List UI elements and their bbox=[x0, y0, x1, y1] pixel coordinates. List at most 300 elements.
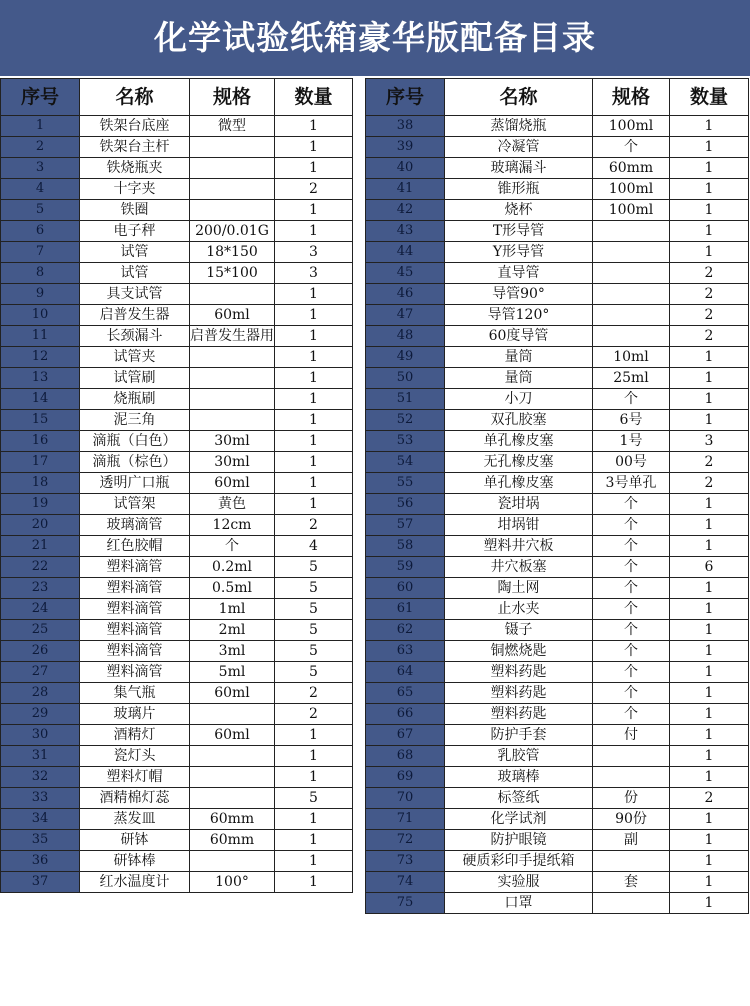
table-row bbox=[1, 221, 353, 242]
cell-qty: 1 bbox=[670, 872, 749, 893]
cell-qty: 5 bbox=[275, 557, 353, 578]
table-row bbox=[366, 116, 749, 137]
cell-qty: 2 bbox=[670, 263, 749, 284]
cell-qty: 1 bbox=[670, 221, 749, 242]
cell-spec: 启普发生器用 bbox=[190, 326, 275, 347]
cell-name: 瓷灯头 bbox=[80, 746, 190, 767]
cell-name: 蒸馏烧瓶 bbox=[445, 116, 593, 137]
table-row bbox=[1, 326, 353, 347]
cell-name: 塑料药匙 bbox=[445, 704, 593, 725]
cell-qty: 1 bbox=[670, 851, 749, 872]
table-row bbox=[1, 494, 353, 515]
table-row bbox=[366, 515, 749, 536]
cell-name: 导管90° bbox=[445, 284, 593, 305]
cell-qty: 1 bbox=[670, 599, 749, 620]
cell-index: 13 bbox=[1, 368, 80, 389]
header-index: 序号 bbox=[366, 79, 445, 116]
cell-spec: 18*150 bbox=[190, 242, 275, 263]
table-row bbox=[366, 704, 749, 725]
cell-spec: 30ml bbox=[190, 452, 275, 473]
cell-index: 22 bbox=[1, 557, 80, 578]
cell-spec: 100ml bbox=[593, 116, 670, 137]
cell-spec: 60mm bbox=[190, 809, 275, 830]
cell-name: 烧瓶刷 bbox=[80, 389, 190, 410]
table-row bbox=[366, 872, 749, 893]
table-header-row bbox=[1, 79, 353, 116]
cell-name: 无孔橡皮塞 bbox=[445, 452, 593, 473]
cell-name: 硬质彩印手提纸箱 bbox=[445, 851, 593, 872]
cell-spec bbox=[190, 788, 275, 809]
cell-spec: 个 bbox=[190, 536, 275, 557]
cell-index: 68 bbox=[366, 746, 445, 767]
cell-index: 1 bbox=[1, 116, 80, 137]
cell-name: 滴瓶（白色） bbox=[80, 431, 190, 452]
cell-spec: 30ml bbox=[190, 431, 275, 452]
cell-qty: 1 bbox=[275, 368, 353, 389]
table-row bbox=[1, 389, 353, 410]
cell-qty: 1 bbox=[670, 137, 749, 158]
cell-spec: 副 bbox=[593, 830, 670, 851]
cell-index: 43 bbox=[366, 221, 445, 242]
cell-spec: 个 bbox=[593, 704, 670, 725]
cell-name: 玻璃棒 bbox=[445, 767, 593, 788]
cell-spec bbox=[190, 704, 275, 725]
cell-qty: 3 bbox=[275, 242, 353, 263]
cell-qty: 1 bbox=[670, 641, 749, 662]
table-row bbox=[366, 641, 749, 662]
cell-spec bbox=[593, 746, 670, 767]
cell-spec bbox=[593, 284, 670, 305]
cell-index: 10 bbox=[1, 305, 80, 326]
cell-index: 26 bbox=[1, 641, 80, 662]
table-row bbox=[1, 431, 353, 452]
cell-qty: 1 bbox=[275, 410, 353, 431]
table-header-row bbox=[366, 79, 749, 116]
table-row bbox=[1, 683, 353, 704]
cell-qty: 1 bbox=[275, 116, 353, 137]
table-row bbox=[366, 536, 749, 557]
cell-name: 量筒 bbox=[445, 347, 593, 368]
cell-name: 瓷坩埚 bbox=[445, 494, 593, 515]
table-row bbox=[1, 179, 353, 200]
table-row bbox=[366, 494, 749, 515]
cell-index: 39 bbox=[366, 137, 445, 158]
cell-index: 34 bbox=[1, 809, 80, 830]
cell-spec: 份 bbox=[593, 788, 670, 809]
cell-index: 52 bbox=[366, 410, 445, 431]
cell-name: 玻璃漏斗 bbox=[445, 158, 593, 179]
cell-qty: 2 bbox=[670, 305, 749, 326]
cell-name: 坩埚钳 bbox=[445, 515, 593, 536]
cell-name: 十字夹 bbox=[80, 179, 190, 200]
cell-name: 试管 bbox=[80, 263, 190, 284]
cell-qty: 1 bbox=[275, 473, 353, 494]
table-row bbox=[1, 830, 353, 851]
cell-qty: 3 bbox=[275, 263, 353, 284]
cell-name: Y形导管 bbox=[445, 242, 593, 263]
cell-spec bbox=[190, 284, 275, 305]
cell-qty: 2 bbox=[670, 326, 749, 347]
table-row bbox=[366, 599, 749, 620]
cell-index: 40 bbox=[366, 158, 445, 179]
cell-qty: 1 bbox=[275, 284, 353, 305]
header-name: 名称 bbox=[445, 79, 593, 116]
cell-index: 28 bbox=[1, 683, 80, 704]
header-index: 序号 bbox=[1, 79, 80, 116]
cell-spec bbox=[593, 326, 670, 347]
cell-spec bbox=[593, 851, 670, 872]
cell-name: 铜燃烧匙 bbox=[445, 641, 593, 662]
cell-name: 泥三角 bbox=[80, 410, 190, 431]
cell-name: 塑料滴管 bbox=[80, 662, 190, 683]
cell-qty: 2 bbox=[275, 515, 353, 536]
cell-index: 24 bbox=[1, 599, 80, 620]
cell-qty: 5 bbox=[275, 662, 353, 683]
cell-name: 研钵 bbox=[80, 830, 190, 851]
table-row bbox=[366, 578, 749, 599]
cell-spec: 微型 bbox=[190, 116, 275, 137]
cell-spec: 60ml bbox=[190, 305, 275, 326]
cell-spec: 12cm bbox=[190, 515, 275, 536]
cell-index: 30 bbox=[1, 725, 80, 746]
cell-spec: 3号单孔 bbox=[593, 473, 670, 494]
cell-spec: 黄色 bbox=[190, 494, 275, 515]
cell-name: 试管架 bbox=[80, 494, 190, 515]
cell-spec: 0.5ml bbox=[190, 578, 275, 599]
table-row bbox=[1, 767, 353, 788]
table-row bbox=[366, 137, 749, 158]
cell-spec: 00号 bbox=[593, 452, 670, 473]
cell-name: 塑料井穴板 bbox=[445, 536, 593, 557]
table-row bbox=[1, 263, 353, 284]
table-row bbox=[366, 725, 749, 746]
cell-index: 12 bbox=[1, 347, 80, 368]
cell-spec: 90份 bbox=[593, 809, 670, 830]
cell-index: 16 bbox=[1, 431, 80, 452]
cell-index: 23 bbox=[1, 578, 80, 599]
cell-index: 53 bbox=[366, 431, 445, 452]
cell-qty: 1 bbox=[275, 872, 353, 893]
table-row bbox=[366, 557, 749, 578]
cell-index: 71 bbox=[366, 809, 445, 830]
table-row bbox=[1, 704, 353, 725]
cell-name: 滴瓶（棕色） bbox=[80, 452, 190, 473]
cell-index: 32 bbox=[1, 767, 80, 788]
cell-spec: 200/0.01G bbox=[190, 221, 275, 242]
cell-index: 7 bbox=[1, 242, 80, 263]
cell-index: 64 bbox=[366, 662, 445, 683]
cell-qty: 1 bbox=[275, 830, 353, 851]
table-row bbox=[1, 347, 353, 368]
cell-name: 实验服 bbox=[445, 872, 593, 893]
cell-index: 3 bbox=[1, 158, 80, 179]
table-row bbox=[1, 746, 353, 767]
cell-spec bbox=[593, 263, 670, 284]
cell-spec: 个 bbox=[593, 389, 670, 410]
cell-spec: 个 bbox=[593, 578, 670, 599]
cell-name: 试管夹 bbox=[80, 347, 190, 368]
cell-index: 69 bbox=[366, 767, 445, 788]
cell-name: 60度导管 bbox=[445, 326, 593, 347]
cell-name: 塑料滴管 bbox=[80, 599, 190, 620]
table-row bbox=[1, 662, 353, 683]
header-qty: 数量 bbox=[275, 79, 353, 116]
cell-spec: 100° bbox=[190, 872, 275, 893]
cell-qty: 1 bbox=[275, 725, 353, 746]
header-spec: 规格 bbox=[190, 79, 275, 116]
cell-index: 75 bbox=[366, 893, 445, 914]
cell-index: 63 bbox=[366, 641, 445, 662]
cell-name: 玻璃滴管 bbox=[80, 515, 190, 536]
cell-qty: 1 bbox=[670, 179, 749, 200]
cell-spec: 60ml bbox=[190, 683, 275, 704]
table-row bbox=[1, 809, 353, 830]
cell-name: 塑料灯帽 bbox=[80, 767, 190, 788]
table-row bbox=[1, 116, 353, 137]
cell-index: 67 bbox=[366, 725, 445, 746]
table-row bbox=[366, 662, 749, 683]
cell-spec: 个 bbox=[593, 620, 670, 641]
cell-name: 直导管 bbox=[445, 263, 593, 284]
cell-qty: 1 bbox=[670, 536, 749, 557]
cell-index: 61 bbox=[366, 599, 445, 620]
cell-index: 5 bbox=[1, 200, 80, 221]
cell-qty: 2 bbox=[670, 284, 749, 305]
cell-index: 35 bbox=[1, 830, 80, 851]
cell-name: 量筒 bbox=[445, 368, 593, 389]
cell-index: 56 bbox=[366, 494, 445, 515]
cell-spec bbox=[190, 368, 275, 389]
cell-qty: 5 bbox=[275, 578, 353, 599]
cell-qty: 1 bbox=[275, 452, 353, 473]
cell-qty: 1 bbox=[275, 809, 353, 830]
cell-name: 陶土网 bbox=[445, 578, 593, 599]
cell-name: 长颈漏斗 bbox=[80, 326, 190, 347]
cell-index: 37 bbox=[1, 872, 80, 893]
cell-name: 单孔橡皮塞 bbox=[445, 473, 593, 494]
cell-name: 集气瓶 bbox=[80, 683, 190, 704]
table-row bbox=[366, 305, 749, 326]
cell-name: 防护眼镜 bbox=[445, 830, 593, 851]
header-name: 名称 bbox=[80, 79, 190, 116]
table-row bbox=[366, 263, 749, 284]
page-title: 化学试验纸箱豪华版配备目录 bbox=[0, 0, 750, 76]
cell-index: 9 bbox=[1, 284, 80, 305]
cell-spec: 100ml bbox=[593, 179, 670, 200]
cell-spec: 60mm bbox=[593, 158, 670, 179]
cell-spec: 2ml bbox=[190, 620, 275, 641]
cell-qty: 1 bbox=[275, 746, 353, 767]
cell-index: 33 bbox=[1, 788, 80, 809]
cell-spec: 个 bbox=[593, 683, 670, 704]
cell-spec: 60ml bbox=[190, 473, 275, 494]
cell-name: 透明广口瓶 bbox=[80, 473, 190, 494]
cell-qty: 5 bbox=[275, 620, 353, 641]
table-row bbox=[366, 851, 749, 872]
cell-qty: 2 bbox=[275, 704, 353, 725]
cell-name: 铁架台底座 bbox=[80, 116, 190, 137]
cell-index: 14 bbox=[1, 389, 80, 410]
cell-qty: 1 bbox=[670, 410, 749, 431]
cell-name: 乳胶管 bbox=[445, 746, 593, 767]
cell-index: 60 bbox=[366, 578, 445, 599]
table-row bbox=[1, 137, 353, 158]
cell-name: 研钵棒 bbox=[80, 851, 190, 872]
cell-name: 试管 bbox=[80, 242, 190, 263]
table-row bbox=[366, 326, 749, 347]
cell-spec bbox=[593, 767, 670, 788]
cell-qty: 4 bbox=[275, 536, 353, 557]
cell-spec bbox=[593, 221, 670, 242]
cell-name: 酒精棉灯蕊 bbox=[80, 788, 190, 809]
cell-qty: 1 bbox=[275, 200, 353, 221]
cell-qty: 1 bbox=[670, 620, 749, 641]
table-row bbox=[366, 179, 749, 200]
cell-qty: 1 bbox=[670, 809, 749, 830]
cell-name: 防护手套 bbox=[445, 725, 593, 746]
cell-qty: 1 bbox=[670, 158, 749, 179]
cell-qty: 1 bbox=[275, 347, 353, 368]
cell-spec bbox=[190, 137, 275, 158]
cell-name: T形导管 bbox=[445, 221, 593, 242]
cell-name: 蒸发皿 bbox=[80, 809, 190, 830]
cell-index: 62 bbox=[366, 620, 445, 641]
table-row bbox=[1, 851, 353, 872]
table-row bbox=[1, 788, 353, 809]
cell-name: 锥形瓶 bbox=[445, 179, 593, 200]
table-row bbox=[366, 767, 749, 788]
table-row bbox=[366, 410, 749, 431]
cell-qty: 1 bbox=[670, 830, 749, 851]
cell-name: 具支试管 bbox=[80, 284, 190, 305]
cell-index: 70 bbox=[366, 788, 445, 809]
cell-name: 塑料滴管 bbox=[80, 557, 190, 578]
cell-name: 冷凝管 bbox=[445, 137, 593, 158]
table-row bbox=[366, 893, 749, 914]
cell-qty: 1 bbox=[670, 893, 749, 914]
cell-qty: 1 bbox=[670, 683, 749, 704]
cell-qty: 2 bbox=[670, 452, 749, 473]
table-row bbox=[366, 473, 749, 494]
table-row bbox=[366, 683, 749, 704]
cell-qty: 2 bbox=[670, 473, 749, 494]
cell-index: 74 bbox=[366, 872, 445, 893]
cell-spec bbox=[190, 410, 275, 431]
cell-name: 导管120° bbox=[445, 305, 593, 326]
cell-qty: 1 bbox=[670, 662, 749, 683]
table-row bbox=[1, 158, 353, 179]
table-row bbox=[1, 536, 353, 557]
cell-name: 玻璃片 bbox=[80, 704, 190, 725]
table-row bbox=[366, 788, 749, 809]
cell-spec bbox=[190, 767, 275, 788]
table-row bbox=[1, 284, 353, 305]
cell-index: 36 bbox=[1, 851, 80, 872]
cell-index: 55 bbox=[366, 473, 445, 494]
cell-index: 21 bbox=[1, 536, 80, 557]
cell-name: 酒精灯 bbox=[80, 725, 190, 746]
cell-spec: 付 bbox=[593, 725, 670, 746]
cell-index: 17 bbox=[1, 452, 80, 473]
cell-index: 42 bbox=[366, 200, 445, 221]
table-row bbox=[366, 368, 749, 389]
cell-qty: 1 bbox=[670, 368, 749, 389]
table-row bbox=[1, 410, 353, 431]
cell-name: 铁烧瓶夹 bbox=[80, 158, 190, 179]
cell-index: 44 bbox=[366, 242, 445, 263]
cell-qty: 1 bbox=[275, 326, 353, 347]
cell-spec: 0.2ml bbox=[190, 557, 275, 578]
cell-spec bbox=[190, 851, 275, 872]
cell-name: 红色胶帽 bbox=[80, 536, 190, 557]
table-row bbox=[1, 599, 353, 620]
cell-name: 红水温度计 bbox=[80, 872, 190, 893]
table-row bbox=[366, 347, 749, 368]
cell-spec: 3ml bbox=[190, 641, 275, 662]
cell-qty: 1 bbox=[670, 767, 749, 788]
cell-index: 18 bbox=[1, 473, 80, 494]
cell-name: 镊子 bbox=[445, 620, 593, 641]
cell-index: 20 bbox=[1, 515, 80, 536]
cell-name: 化学试剂 bbox=[445, 809, 593, 830]
cell-spec: 60mm bbox=[190, 830, 275, 851]
cell-spec bbox=[190, 158, 275, 179]
cell-qty: 1 bbox=[275, 389, 353, 410]
cell-spec bbox=[190, 347, 275, 368]
cell-spec: 个 bbox=[593, 494, 670, 515]
table-row bbox=[366, 284, 749, 305]
table-row bbox=[366, 200, 749, 221]
cell-name: 铁架台主杆 bbox=[80, 137, 190, 158]
inventory-table-left bbox=[0, 78, 353, 893]
cell-qty: 1 bbox=[275, 431, 353, 452]
cell-qty: 1 bbox=[275, 767, 353, 788]
cell-qty: 1 bbox=[670, 494, 749, 515]
cell-index: 57 bbox=[366, 515, 445, 536]
cell-index: 6 bbox=[1, 221, 80, 242]
cell-index: 73 bbox=[366, 851, 445, 872]
table-row bbox=[366, 830, 749, 851]
cell-name: 电子秤 bbox=[80, 221, 190, 242]
cell-spec: 个 bbox=[593, 557, 670, 578]
cell-name: 双孔胶塞 bbox=[445, 410, 593, 431]
cell-index: 72 bbox=[366, 830, 445, 851]
table-row bbox=[366, 221, 749, 242]
cell-spec: 5ml bbox=[190, 662, 275, 683]
cell-qty: 5 bbox=[275, 599, 353, 620]
cell-qty: 1 bbox=[670, 116, 749, 137]
table-row bbox=[1, 242, 353, 263]
cell-name: 止水夹 bbox=[445, 599, 593, 620]
cell-index: 31 bbox=[1, 746, 80, 767]
cell-name: 小刀 bbox=[445, 389, 593, 410]
cell-qty: 2 bbox=[275, 683, 353, 704]
cell-name: 塑料药匙 bbox=[445, 662, 593, 683]
table-row bbox=[1, 515, 353, 536]
cell-spec: 个 bbox=[593, 599, 670, 620]
cell-spec: 个 bbox=[593, 662, 670, 683]
cell-qty: 1 bbox=[275, 851, 353, 872]
table-row bbox=[1, 473, 353, 494]
cell-name: 口罩 bbox=[445, 893, 593, 914]
cell-spec bbox=[190, 200, 275, 221]
cell-qty: 1 bbox=[275, 221, 353, 242]
table-row bbox=[1, 557, 353, 578]
cell-name: 塑料滴管 bbox=[80, 641, 190, 662]
table-row bbox=[1, 725, 353, 746]
cell-spec: 个 bbox=[593, 515, 670, 536]
cell-qty: 5 bbox=[275, 641, 353, 662]
